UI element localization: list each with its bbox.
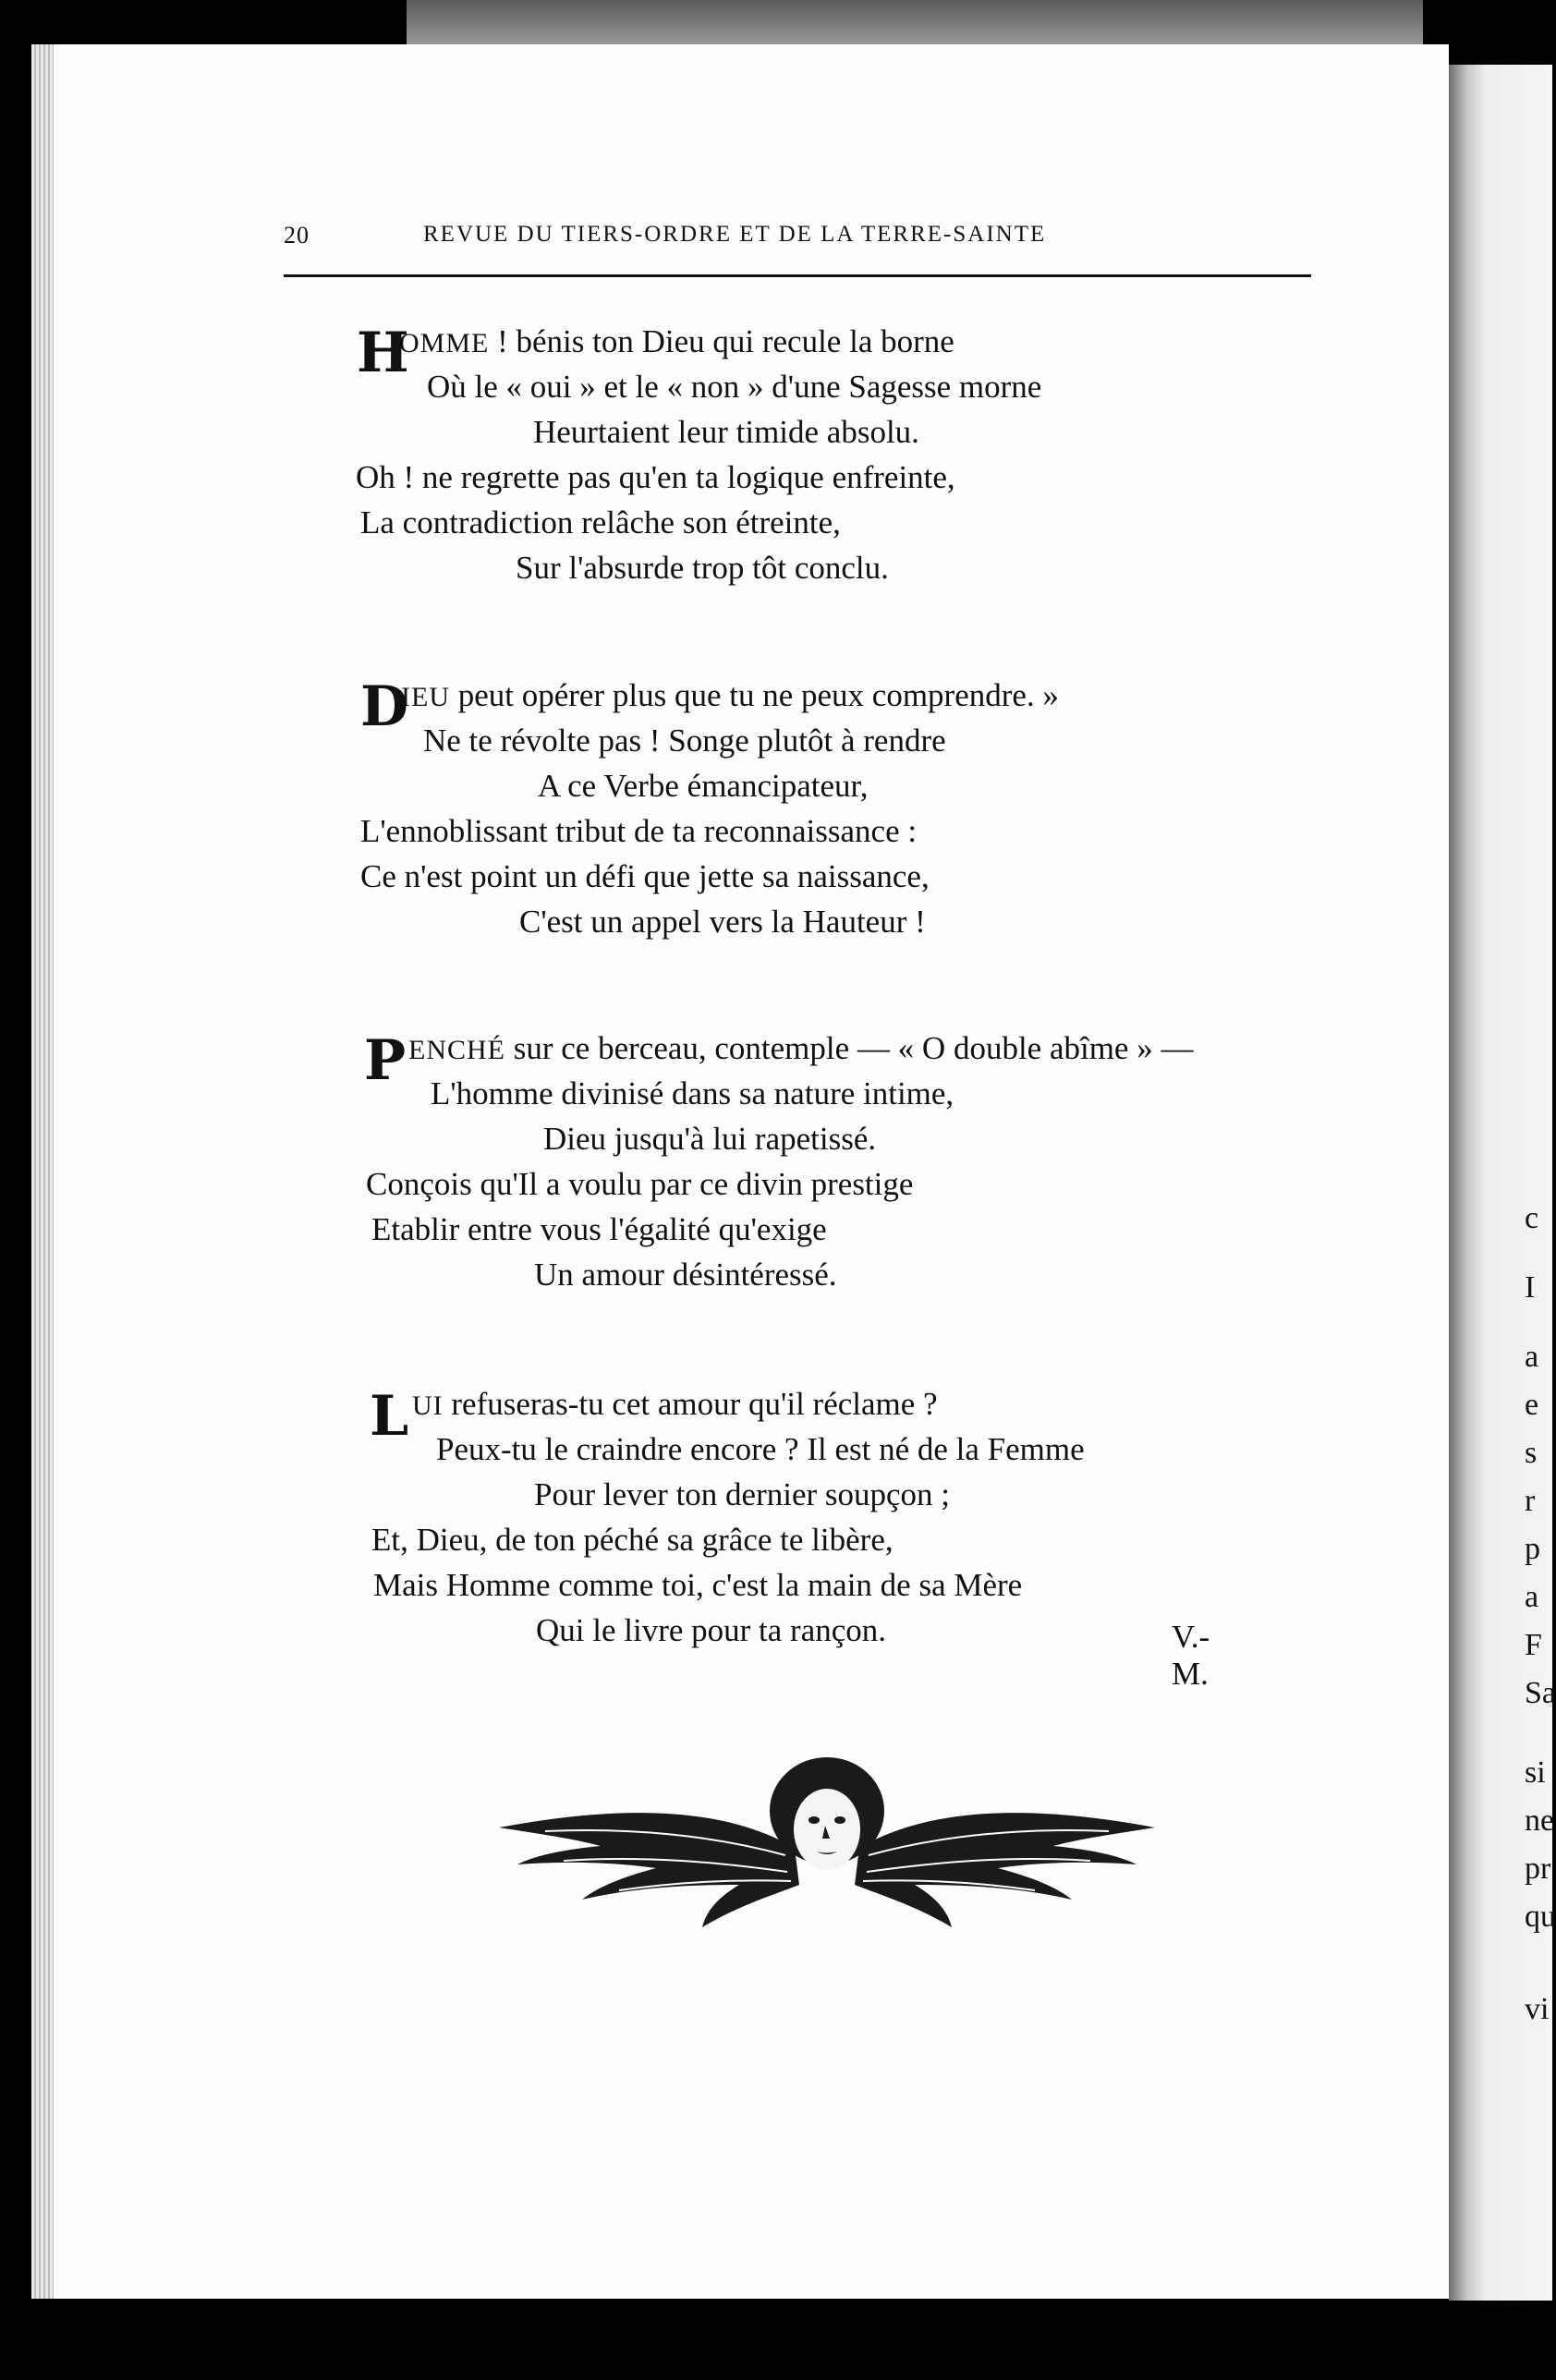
facing-page-fragment: pr [1525,1852,1551,1886]
verse-line: Sur l'absurde trop tôt conclu. [516,550,889,586]
verse-line: La contradiction relâche son étreinte, [360,504,841,540]
facing-page-fragment: si [1525,1755,1546,1790]
facing-page-fragment: r [1525,1484,1536,1518]
facing-page-fragment: ne [1525,1803,1555,1838]
stanza-lead-word: OMME [399,328,490,358]
verse-line: Dieu jusqu'à lui rapetissé. [543,1121,877,1157]
verse-line: Pour lever ton dernier soupçon ; [534,1476,951,1512]
verse-line: Oh ! ne regrette pas qu'en ta logique enfreinte, [356,459,955,495]
journal-title: REVUE DU TIERS-ORDRE ET DE LA TERRE-SAINTE [423,222,1047,247]
facing-page-fragment: p [1525,1532,1540,1566]
page-number: 20 [284,222,310,249]
dropcap: P [364,1028,407,1093]
verse-line: Mais Homme comme toi, c'est la main de sa Mère [373,1567,1023,1603]
verse-line [399,323,954,360]
verse-text: sur ce berceau, contemple — « O double abîme » — [513,1030,1194,1066]
verse-line [412,1386,938,1423]
verse-line [408,1030,1193,1067]
running-head [284,218,1311,259]
verse-line [401,677,1059,714]
verse-line: Un amour désintéressé. [534,1257,837,1293]
winged-cherub-head-icon [490,1746,1164,1931]
scan-border-top [407,0,1423,46]
verse-line: Peux-tu le craindre encore ? Il est né de la Femme [436,1431,1085,1467]
verse-line: Qui le livre pour ta rançon. [536,1612,887,1648]
header-rule [284,274,1311,277]
facing-page-fragment: qu [1525,1900,1556,1934]
verse-text: refuseras-tu cet amour qu'il réclame ? [451,1386,938,1422]
signature: V.-M. [1172,1619,1210,1692]
verse-line: Où le « oui » et le « non » d'une Sagesse morne [427,369,1042,405]
dropcap: D [360,674,409,739]
verse-line: L'homme divinisé dans sa nature intime, [431,1075,954,1111]
verse-text: ! bénis ton Dieu qui recule la borne [497,323,954,359]
stanza-lead-word: ENCHÉ [408,1035,505,1065]
verse-line: Et, Dieu, de ton péché sa grâce te libère, [371,1522,893,1558]
facing-page-fragment: e [1525,1388,1539,1422]
verse-line: A ce Verbe émancipateur, [538,768,869,804]
verse-line: Heurtaient leur timide absolu. [533,414,919,450]
facing-page-fragment: vi [1525,1992,1550,2026]
facing-page-fragment: I [1525,1270,1536,1305]
verse-line: Etablir entre vous l'égalité qu'exige [371,1211,827,1247]
verse-line: Ce n'est point un défi que jette sa naissance, [360,858,930,894]
verse-line: C'est un appel vers la Hauteur ! [519,904,926,940]
verse-line: L'ennoblissant tribut de ta reconnaissance : [360,813,918,849]
facing-page-fragment: a [1525,1340,1539,1374]
stanza-lead-word: IEU [401,682,450,712]
facing-page-fragment: F [1525,1628,1542,1662]
facing-page-fragment: a [1525,1580,1539,1614]
facing-page-fragment: c [1525,1201,1539,1235]
facing-page-fragment: s [1525,1436,1538,1470]
dropcap: H [357,321,409,385]
facing-page-fragment: Sa [1525,1676,1556,1710]
verse-line: Conçois qu'Il a voulu par ce divin prestige [366,1166,914,1202]
facing-page [1449,65,1556,2301]
verse-text: peut opérer plus que tu ne peux comprendre. » [457,677,1059,713]
stanza-lead-word: UI [412,1390,444,1421]
verse-line: Ne te révolte pas ! Songe plutôt à rendre [423,722,946,759]
dropcap: L [370,1384,409,1449]
